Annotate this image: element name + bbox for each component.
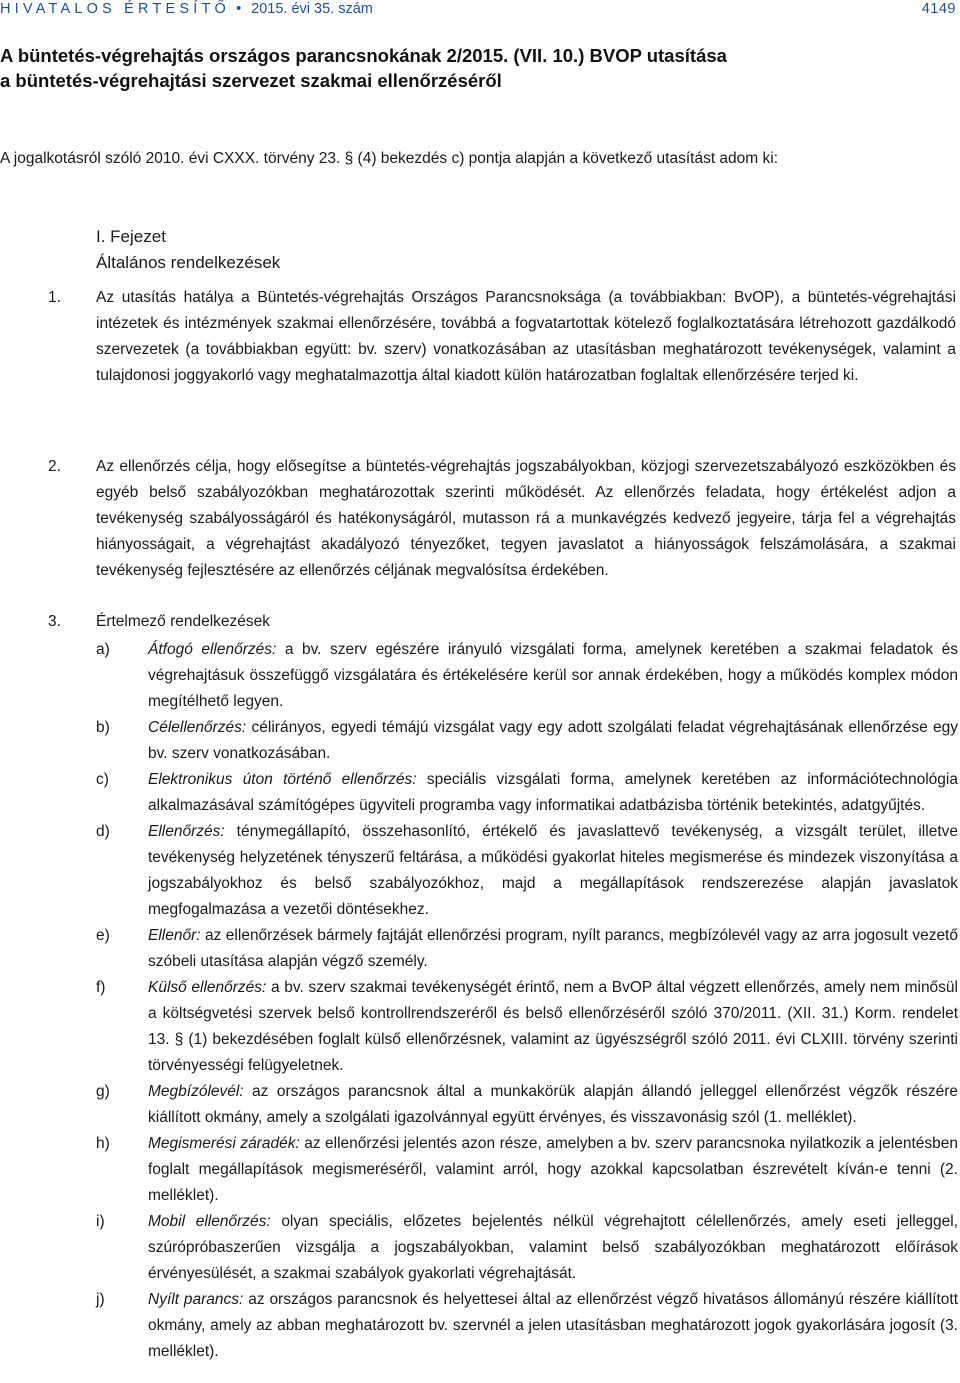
definition-term: Ellenőr: xyxy=(148,927,201,944)
title-line-1: A büntetés-végrehajtás országos parancsnokának 2/2015. (VII. 10.) BVOP utasítása xyxy=(0,45,727,66)
definition-item xyxy=(96,923,958,975)
definition-term: Elektronikus úton történő ellenőrzés: xyxy=(148,771,417,788)
chapter-number: I. Fejezet xyxy=(96,227,166,246)
definition-letter: j) xyxy=(96,1291,105,1308)
definition-letter: e) xyxy=(96,927,110,944)
definition-text: ténymegállapító, összehasonlító, értékelő és javaslattevő tevékenység, a vizsgált terület, illetve tevékenység helyzetének tényszerű feltárása, a működési gyakorlat hiteles megismerése és mindezek viszonyítása a jogszabályokhoz és belső szabályozókhoz, majd a megállapítások rendszerezése alapján javaslatok megfogalmazása a vezetői döntésekhez. xyxy=(148,823,958,918)
definition-term: Célellenőrzés: xyxy=(148,719,247,736)
journal-name: HIVATALOS ÉRTESÍTŐ xyxy=(0,1,231,17)
definition-text: az országos parancsnok által a munkakörük alapján állandó jelleggel ellenőrzést végzők részére kiállított okmány, amely a szolgálati igazolvánnyal együtt érvényes, és visszavonásig szól (1. melléklet). xyxy=(148,1083,958,1126)
definition-item xyxy=(96,819,958,923)
definition-term: Nyílt parancs: xyxy=(148,1291,244,1308)
definition-text: célirányos, egyedi témájú vizsgálat vagy egy adott szolgálati feladat végrehajtásának ellenőrzése egy bv. szerv vonatkozásában. xyxy=(148,719,958,762)
definition-term: Megbízólevél: xyxy=(148,1083,244,1100)
definition-letter: d) xyxy=(96,823,110,840)
definition-text: a bv. szerv szakmai tevékenységét érintő, nem a BvOP által végzett ellenőrzés, amely nem minősül a költségvetési szervek belső kontrollrendszeréről és belső ellenőrzéséről szóló 370/2011. (XII. 31.) Korm. rendelet 13. § (1) bekezdésében foglalt külső ellenőrzésnek, valamint az ügyészségről szóló 2011. évi CLXIII. törvény szerinti törvényességi felügyeletnek. xyxy=(148,979,958,1074)
chapter-title: Általános rendelkezések xyxy=(96,253,281,272)
definition-text: az ellenőrzések bármely fajtáját ellenőrzési program, nyílt parancs, megbízólevél vagy az arra jogosult vezető szóbeli utasítása alapján végző személy. xyxy=(148,927,958,970)
definition-item xyxy=(96,1131,958,1209)
page-number: 4149 xyxy=(921,1,956,17)
definition-text: a bv. szerv egészére irányuló vizsgálati forma, amelynek keretében a szakmai feladatok és végrehajtásuk összefüggő vizsgálatára és értékelésére kerül sor annak érdekében, hogy a működés komplex módon megítélhető legyen. xyxy=(148,641,958,710)
definition-item xyxy=(96,1287,958,1365)
definition-text: speciális vizsgálati forma, amelynek keretében az információtechnológia alkalmazásával számítógépes ügyviteli programba vagy informatikai adatbázisba történik betekintés, adatgyűjtés. xyxy=(148,771,958,814)
title-line-2: a büntetés-végrehajtási szervezet szakmai ellenőrzéséről xyxy=(0,70,502,91)
definition-text: olyan speciális, előzetes bejelentés nélkül végrehajtott célellenőrzés, amely eseti jelleggel, szúrópróbaszerűen vizsgálja a jogszabályokban, valamint belső szabályozókban meghatározott előírások érvényesülését, a szakmai szabályok gyakorlati végrehajtását. xyxy=(148,1213,958,1282)
issue-label: 2015. évi 35. szám xyxy=(251,1,373,17)
paragraph-number: 1. xyxy=(48,289,61,306)
definition-item xyxy=(96,637,958,715)
chapter-heading xyxy=(96,224,280,276)
definition-term: Megismerési záradék: xyxy=(148,1135,300,1152)
definition-text: az országos parancsnok és helyettesei által az ellenőrzést végző hivatásos állományú részére kiállított okmány, amely az abban meghatározott bv. szervnél a jelen utasításban meghatározott jogok gyakorlására jogosít (3. melléklet). xyxy=(148,1291,958,1360)
definition-text: az ellenőrzési jelentés azon része, amelyben a bv. szerv parancsnoka nyilatkozik a jelentésben foglalt megállapítások megismeréséről, valamint arról, hogy azokkal kapcsolatban észrevételt kíván-e tenni (2. melléklet). xyxy=(148,1135,958,1204)
document-title xyxy=(0,43,900,93)
definition-letter: h) xyxy=(96,1135,110,1152)
paragraph-text: Az utasítás hatálya a Büntetés-végrehajtás Országos Parancsnoksága (a továbbiakban: BvOP), a büntetés-végrehajtási intézetek és intézmények szakmai ellenőrzésére, továbbá a fogvatartottak kötelező foglalkoztatására létrehozott gazdálkodó szervezetek (a továbbiakban együtt: bv. szerv) vonatkozásában az utasításban meghatározott tevékenységek, valamint a tulajdonosi joggyakorló vagy meghatalmazottja által kiadott külön határozatban foglaltak ellenőrzésére terjed ki. xyxy=(96,289,956,384)
definition-item xyxy=(96,1209,958,1287)
definition-term: Külső ellenőrzés: xyxy=(148,979,267,996)
journal-masthead xyxy=(0,0,373,18)
definition-list xyxy=(96,637,958,1365)
definition-item xyxy=(96,767,958,819)
definition-letter: g) xyxy=(96,1083,110,1100)
preamble: A jogalkotásról szóló 2010. évi CXXX. törvény 23. § (4) bekezdés c) pontja alapján a következő utasítást adom ki: xyxy=(0,150,779,167)
paragraph-1 xyxy=(48,285,956,389)
definition-letter: c) xyxy=(96,771,109,788)
definition-letter: b) xyxy=(96,719,110,736)
definition-letter: f) xyxy=(96,979,106,996)
definition-letter: i) xyxy=(96,1213,105,1230)
page-header xyxy=(0,0,960,24)
definition-term: Átfogó ellenőrzés: xyxy=(148,641,277,658)
header-bullet: • xyxy=(236,1,242,17)
definition-term: Mobil ellenőrzés: xyxy=(148,1213,271,1230)
definition-item xyxy=(96,1079,958,1131)
section-3-heading xyxy=(48,609,270,635)
paragraph-2 xyxy=(48,454,956,584)
definition-term: Ellenőrzés: xyxy=(148,823,225,840)
definition-item xyxy=(96,975,958,1079)
definition-letter: a) xyxy=(96,641,110,658)
section-number: 3. xyxy=(48,613,61,630)
paragraph-number: 2. xyxy=(48,458,61,475)
definition-item xyxy=(96,715,958,767)
section-title: Értelmező rendelkezések xyxy=(96,613,271,630)
paragraph-text: Az ellenőrzés célja, hogy elősegítse a büntetés-végrehajtás jogszabályokban, közjogi szervezetszabályozó eszközökben és egyéb belső szabályozókban meghatározottak szerinti működését. Az ellenőrzés feladata, hogy értékelést adjon a tevékenység szabályosságáról és hatékonyságáról, mutasson rá a munkavégzés kedvező jegyeire, tárja fel a végrehajtás hiányosságait, a végrehajtást akadályozó tényezőket, tegyen javaslatot a hiányosságok felszámolására, a szakmai tevékenység fejlesztésére az ellenőrzés céljának megvalósítsa érdekében. xyxy=(96,458,956,579)
